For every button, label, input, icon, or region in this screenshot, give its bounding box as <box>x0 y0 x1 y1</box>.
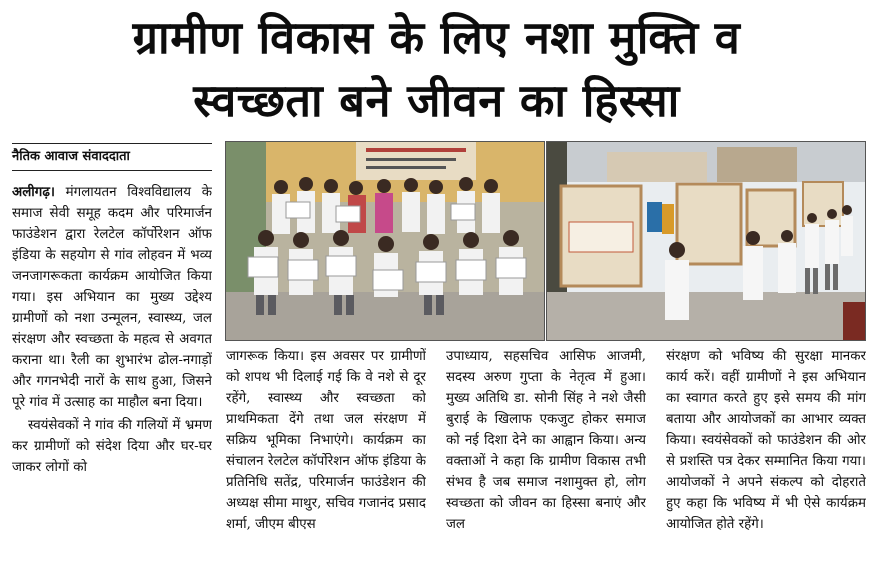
group-photo-illustration <box>226 142 544 340</box>
article-column-4 <box>666 346 866 578</box>
article-paragraph-1 <box>12 182 212 413</box>
article-paragraph-1-text: मंगलायतन विश्वविद्यालय के समाज सेवी समूह कदम और परिमार्जन फाउंडेशन द्वारा रेलटेल कॉर्पोरेशन ऑफ इंडिया के सहयोग से गांव लोहवन में भव्य जनजागरूकता कार्यक्रम आयोजित किया गया। इस अभियान का मुख्य उद्देश्य ग्रामीणों को नशा उन्मूलन, स्वास्थ्य, जल संरक्षण और स्वच्छता के महत्व से अवगत कराना था। रैली का शुभारंभ ढोल-नगाड़ों और गगनभेदी नारों के साथ हुआ, जिसने पूरे गांव में उत्साह का माहौल बना दिया। <box>12 185 212 410</box>
article-paragraph-5: संरक्षण को भविष्य की सुरक्षा मानकर कार्य करें। वहीं ग्रामीणों ने इस अभियान का स्वागत करते हुए इसे समय की मांग बताया और आयोजकों का आभार व्यक्त किया। स्वयंसेवकों को फाउंडेशन की ओर से प्रशस्ति पत्र देकर सम्मानित किया गया। आयोजकों ने अपने संकल्प को दोहराते हुए कहा कि भविष्य में भी ऐसे कार्यक्रम आयोजित होते रहेंगे। <box>666 349 866 532</box>
headline-line-1: ग्रामीण विकास के लिए नशा मुक्ति व <box>132 11 741 64</box>
byline: नैतिक आवाज संवाददाता <box>12 149 130 164</box>
photo-rally-banners <box>546 141 866 341</box>
article-column-2 <box>226 346 426 578</box>
article-paragraph-4: उपाध्याय, सहसचिव आसिफ आजमी, सदस्य अरुण गुप्ता के नेतृत्व में हुआ। मुख्य अतिथि डा. सोनी सिंह ने नशे जैसी बुराई के खिलाफ एकजुट होकर समाज को नई दिशा देने का आह्वान किया। अन्य वक्ताओं ने कहा कि ग्रामीण विकास तभी संभव है जब समाज नशामुक्त हो, लोग स्वच्छता को जीवन का हिस्सा बनाएं और जल <box>446 349 646 532</box>
rally-photo-illustration <box>547 142 865 340</box>
article-column-3 <box>446 346 646 578</box>
article-paragraph-2: स्वयंसेवकों ने गांव की गलियों में भ्रमण कर ग्रामीणों को संदेश दिया और घर-घर जाकर लोगों को <box>12 418 212 475</box>
article-column-1 <box>12 182 212 578</box>
dateline: अलीगढ़। <box>12 185 55 200</box>
article-paragraph-3: जागरूक किया। इस अवसर पर ग्रामीणों को शपथ भी दिलाई गई कि वे नशे से दूर रहेंगे, स्वास्थ्य और स्वच्छता को प्राथमिकता देंगे तथा जल संरक्षण में सक्रिय भूमिका निभाएंगे। कार्यक्रम का संचालन रेलटेल कॉर्पोरेशन ऑफ इंडिया के प्रतिनिधि सतेंद्र, परिमार्जन फाउंडेशन की अध्यक्ष सीमा माथुर, सचिव गजानंद प्रसाद शर्मा, जीएम बीएस <box>226 349 426 532</box>
photo-group-certificates <box>225 141 545 341</box>
headline-line-2: स्वच्छता बने जीवन का हिस्सा <box>193 74 680 127</box>
byline-rule-bottom <box>12 170 212 171</box>
byline-rule-top <box>12 143 212 144</box>
